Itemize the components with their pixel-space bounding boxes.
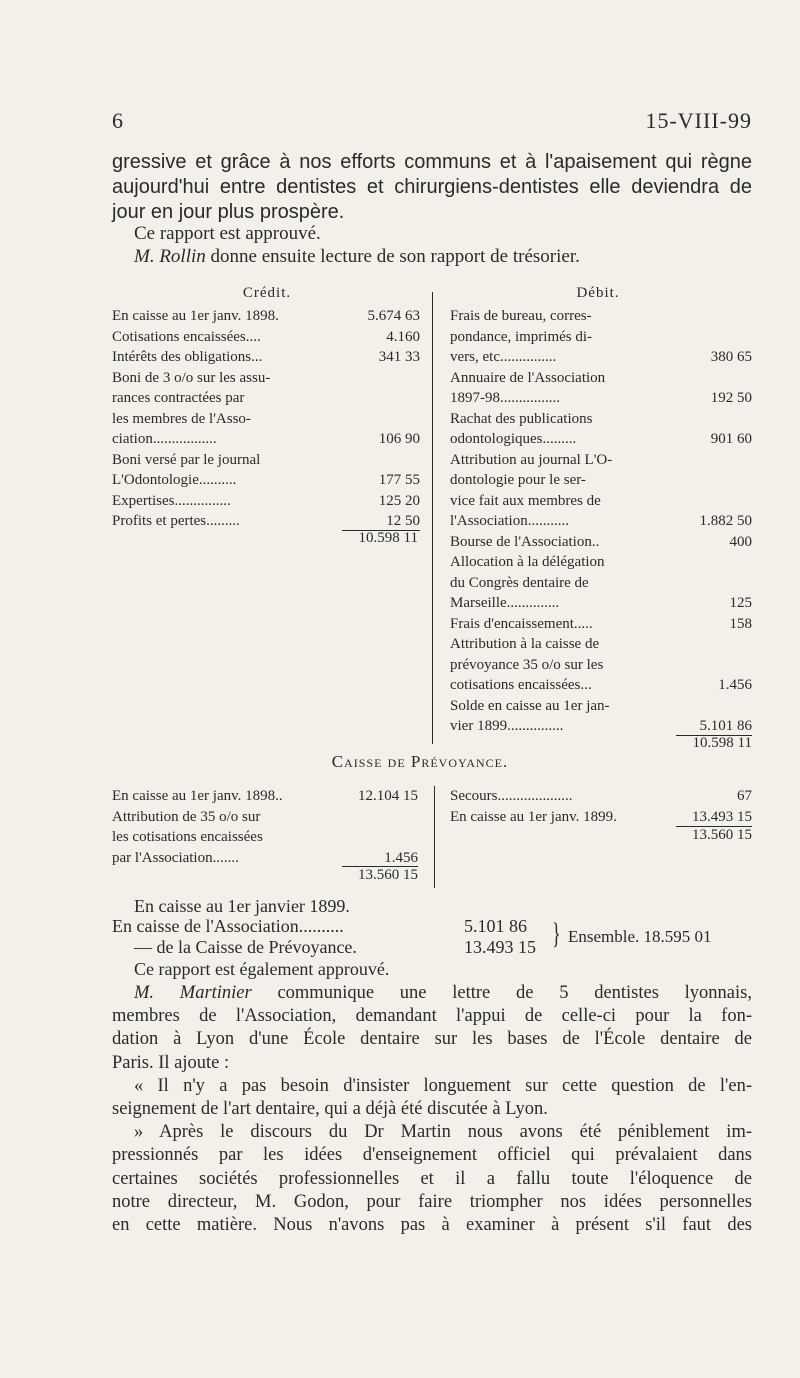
row-label: Frais d'encaissement..... [450, 615, 593, 632]
debit-heading: Débit. [576, 285, 620, 301]
prevoyance-left-total: 13.560 15 [358, 867, 418, 883]
row-label: les cotisations encaissées [112, 829, 263, 845]
table-row [112, 368, 430, 389]
row-amount: 12 50 [386, 513, 420, 529]
row-amount: 400 [729, 533, 752, 550]
row-label: En caisse au 1er janv. 1899. [450, 808, 617, 825]
row-label: dontologie pour le ser- [450, 472, 586, 488]
row-label: les membres de l'Asso- [112, 410, 251, 427]
summary-line1-amount: 5.101 86 [464, 916, 527, 936]
prevoyance-right-table [450, 786, 756, 827]
credit-table [112, 306, 430, 532]
intro-paragraph [112, 150, 752, 225]
body-line: M. Martinier communique une lettre de 5 dentistes lyonnais, [134, 983, 752, 1003]
table-row [450, 786, 756, 807]
row-amount: 177 55 [378, 472, 420, 488]
row-label: Intérêts des obligations... [112, 349, 263, 365]
row-label: vier 1899............... [450, 718, 564, 734]
prevoyance-heading: Caisse de Prévoyance. [331, 752, 509, 771]
table-row [450, 306, 756, 327]
table-row [112, 327, 430, 348]
rollin-text: donne ensuite lecture de son rapport de trésorier. [205, 246, 580, 267]
row-label: En caisse au 1er janv. 1898.. [112, 788, 283, 804]
table-row [450, 491, 756, 512]
table-row [112, 848, 422, 869]
summary-line1-label: En caisse de l'Association.......... [112, 916, 344, 936]
table-row [450, 470, 756, 491]
row-label: par l'Association....... [112, 849, 239, 866]
row-amount: 13.493 15 [692, 808, 752, 825]
row-label: Allocation à la délégation [450, 554, 605, 570]
row-amount: 341 33 [378, 349, 420, 365]
row-label: vers, etc............... [450, 349, 557, 365]
summary-line2-label: — de la Caisse de Prévoyance. [134, 937, 357, 957]
body-text [112, 982, 752, 1237]
row-label: Solde en caisse au 1er jan- [450, 697, 610, 714]
table-row [450, 327, 756, 348]
rollin-name: M. Rollin [134, 246, 206, 267]
table-row [450, 807, 756, 828]
table-row [450, 388, 756, 409]
table-row [450, 716, 756, 737]
row-label: Boni de 3 o/o sur les assu- [112, 369, 271, 386]
intro-line: jour en jour plus prospère. [112, 201, 345, 223]
table-row [450, 614, 756, 635]
column-divider [432, 292, 433, 744]
row-label: rances contractées par [112, 390, 245, 406]
issue-date: 15-VIII-99 [645, 108, 752, 133]
row-label: Bourse de l'Association.. [450, 533, 600, 550]
row-amount: 106 90 [378, 431, 420, 447]
summary-brace: } [552, 917, 561, 950]
row-label: Marseille.............. [450, 595, 560, 611]
table-row [112, 388, 430, 409]
table-row [450, 368, 756, 389]
row-label: 1897-98................ [450, 390, 560, 406]
table-row [450, 573, 756, 594]
row-label: Boni versé par le journal [112, 451, 261, 468]
table-row [450, 409, 756, 430]
table-row [112, 306, 430, 327]
row-amount: 192 50 [710, 390, 752, 406]
page-number: 6 [112, 108, 123, 133]
body-line: en cette matière. Nous n'avons pas à examiner à présent s'il faut des [112, 1215, 752, 1236]
approved-line: Ce rapport est approuvé. [134, 223, 321, 244]
table-row [112, 827, 422, 848]
body-line: dation à Lyon d'une École dentaire sur les bases de l'École dentaire de [112, 1029, 752, 1050]
prevoyance-divider [434, 786, 435, 888]
row-amount: 380 65 [710, 349, 752, 365]
body-line: seignement de l'art dentaire, qui a déjà été discutée à Lyon. [112, 1099, 548, 1120]
table-row [450, 347, 756, 368]
row-label: Rachat des publications [450, 410, 593, 427]
row-label: odontologiques......... [450, 431, 577, 447]
table-row [450, 532, 756, 553]
intro-line: aujourd'hui entre dentistes et chirurgiens-dentistes elle deviendra de [112, 176, 752, 198]
table-row [450, 696, 756, 717]
row-label: Secours.................... [450, 788, 573, 804]
table-row [112, 511, 430, 532]
body-line: « Il n'y a pas besoin d'insister longuement sur cette question de l'en- [134, 1075, 752, 1096]
rollin-line [112, 245, 752, 269]
table-row [450, 675, 756, 696]
row-label: vice fait aux membres de [450, 492, 601, 509]
row-amount: 1.882 50 [699, 513, 752, 529]
table-row [450, 655, 756, 676]
body-line: membres de l'Association, demandant l'appui de celle-ci pour la fon- [112, 1006, 752, 1027]
credit-total: 10.598 11 [358, 530, 418, 546]
body-line: certaines sociétés professionnelles et il a fallu toute l'éloquence de [112, 1168, 752, 1189]
summary-approved: Ce rapport est également approuvé. [134, 959, 390, 979]
row-label: Attribution de 35 o/o sur [112, 808, 261, 825]
summary-title: En caisse au 1er janvier 1899. [134, 896, 350, 916]
table-row [450, 552, 756, 573]
prevoyance-right-total: 13.560 15 [692, 827, 752, 843]
table-row [112, 807, 422, 828]
table-row [450, 593, 756, 614]
table-row [450, 429, 756, 450]
table-row [450, 450, 756, 471]
row-amount: 67 [737, 788, 752, 804]
row-amount: 12.104 15 [358, 788, 418, 804]
row-label: l'Association........... [450, 513, 569, 529]
row-label: Expertises............... [112, 492, 231, 509]
summary-ensemble: Ensemble. 18.595 01 [568, 927, 712, 946]
debit-total: 10.598 11 [692, 735, 752, 751]
table-row [112, 786, 422, 807]
row-label: prévoyance 35 o/o sur les [450, 656, 604, 673]
martinier-name: M. Martinier [134, 983, 252, 1003]
table-row [450, 634, 756, 655]
body-line: notre directeur, M. Godon, pour faire triompher nos idées personnelles [112, 1191, 752, 1212]
row-amount: 5.101 86 [699, 718, 752, 734]
table-row [112, 429, 430, 450]
body-line: Paris. Il ajoute : [112, 1052, 230, 1073]
table-row [112, 409, 430, 430]
row-label: L'Odontologie.......... [112, 472, 237, 488]
body-line: pressionnés par les idées d'enseignement officiel qui prévalaient dans [112, 1145, 752, 1166]
row-label: Attribution au journal L'O- [450, 451, 613, 468]
row-amount: 5.674 63 [367, 308, 420, 324]
row-amount: 4.160 [386, 328, 420, 345]
row-label: Annuaire de l'Association [450, 369, 606, 386]
table-row [450, 511, 756, 532]
row-label: En caisse au 1er janv. 1898. [112, 308, 279, 324]
row-amount: 901 60 [710, 431, 752, 447]
row-amount: 1.456 [718, 677, 752, 693]
table-row [112, 470, 430, 491]
summary-line2-amount: 13.493 15 [464, 937, 536, 957]
table-row [112, 450, 430, 471]
row-label: Frais de bureau, corres- [450, 308, 592, 324]
row-label: Cotisations encaissées.... [112, 328, 261, 345]
credit-heading: Crédit. [242, 285, 292, 301]
intro-line: gressive et grâce à nos efforts communs et à l'apaisement qui règne [112, 151, 752, 173]
debit-table [450, 306, 756, 737]
body-line: » Après le discours du Dr Martin nous avons été péniblement im- [134, 1122, 752, 1143]
prevoyance-left-table [112, 786, 422, 868]
row-label: pondance, imprimés di- [450, 328, 593, 345]
table-row [112, 491, 430, 512]
row-label: Attribution à la caisse de [450, 636, 600, 652]
row-amount: 1.456 [384, 849, 418, 866]
row-label: cotisations encaissées... [450, 677, 592, 693]
row-amount: 125 20 [378, 492, 420, 509]
row-label: Profits et pertes......... [112, 513, 240, 529]
row-label: du Congrès dentaire de [450, 574, 589, 591]
row-label: ciation................. [112, 431, 217, 447]
row-amount: 125 [729, 595, 752, 611]
row-amount: 158 [729, 615, 752, 632]
table-row [112, 347, 430, 368]
